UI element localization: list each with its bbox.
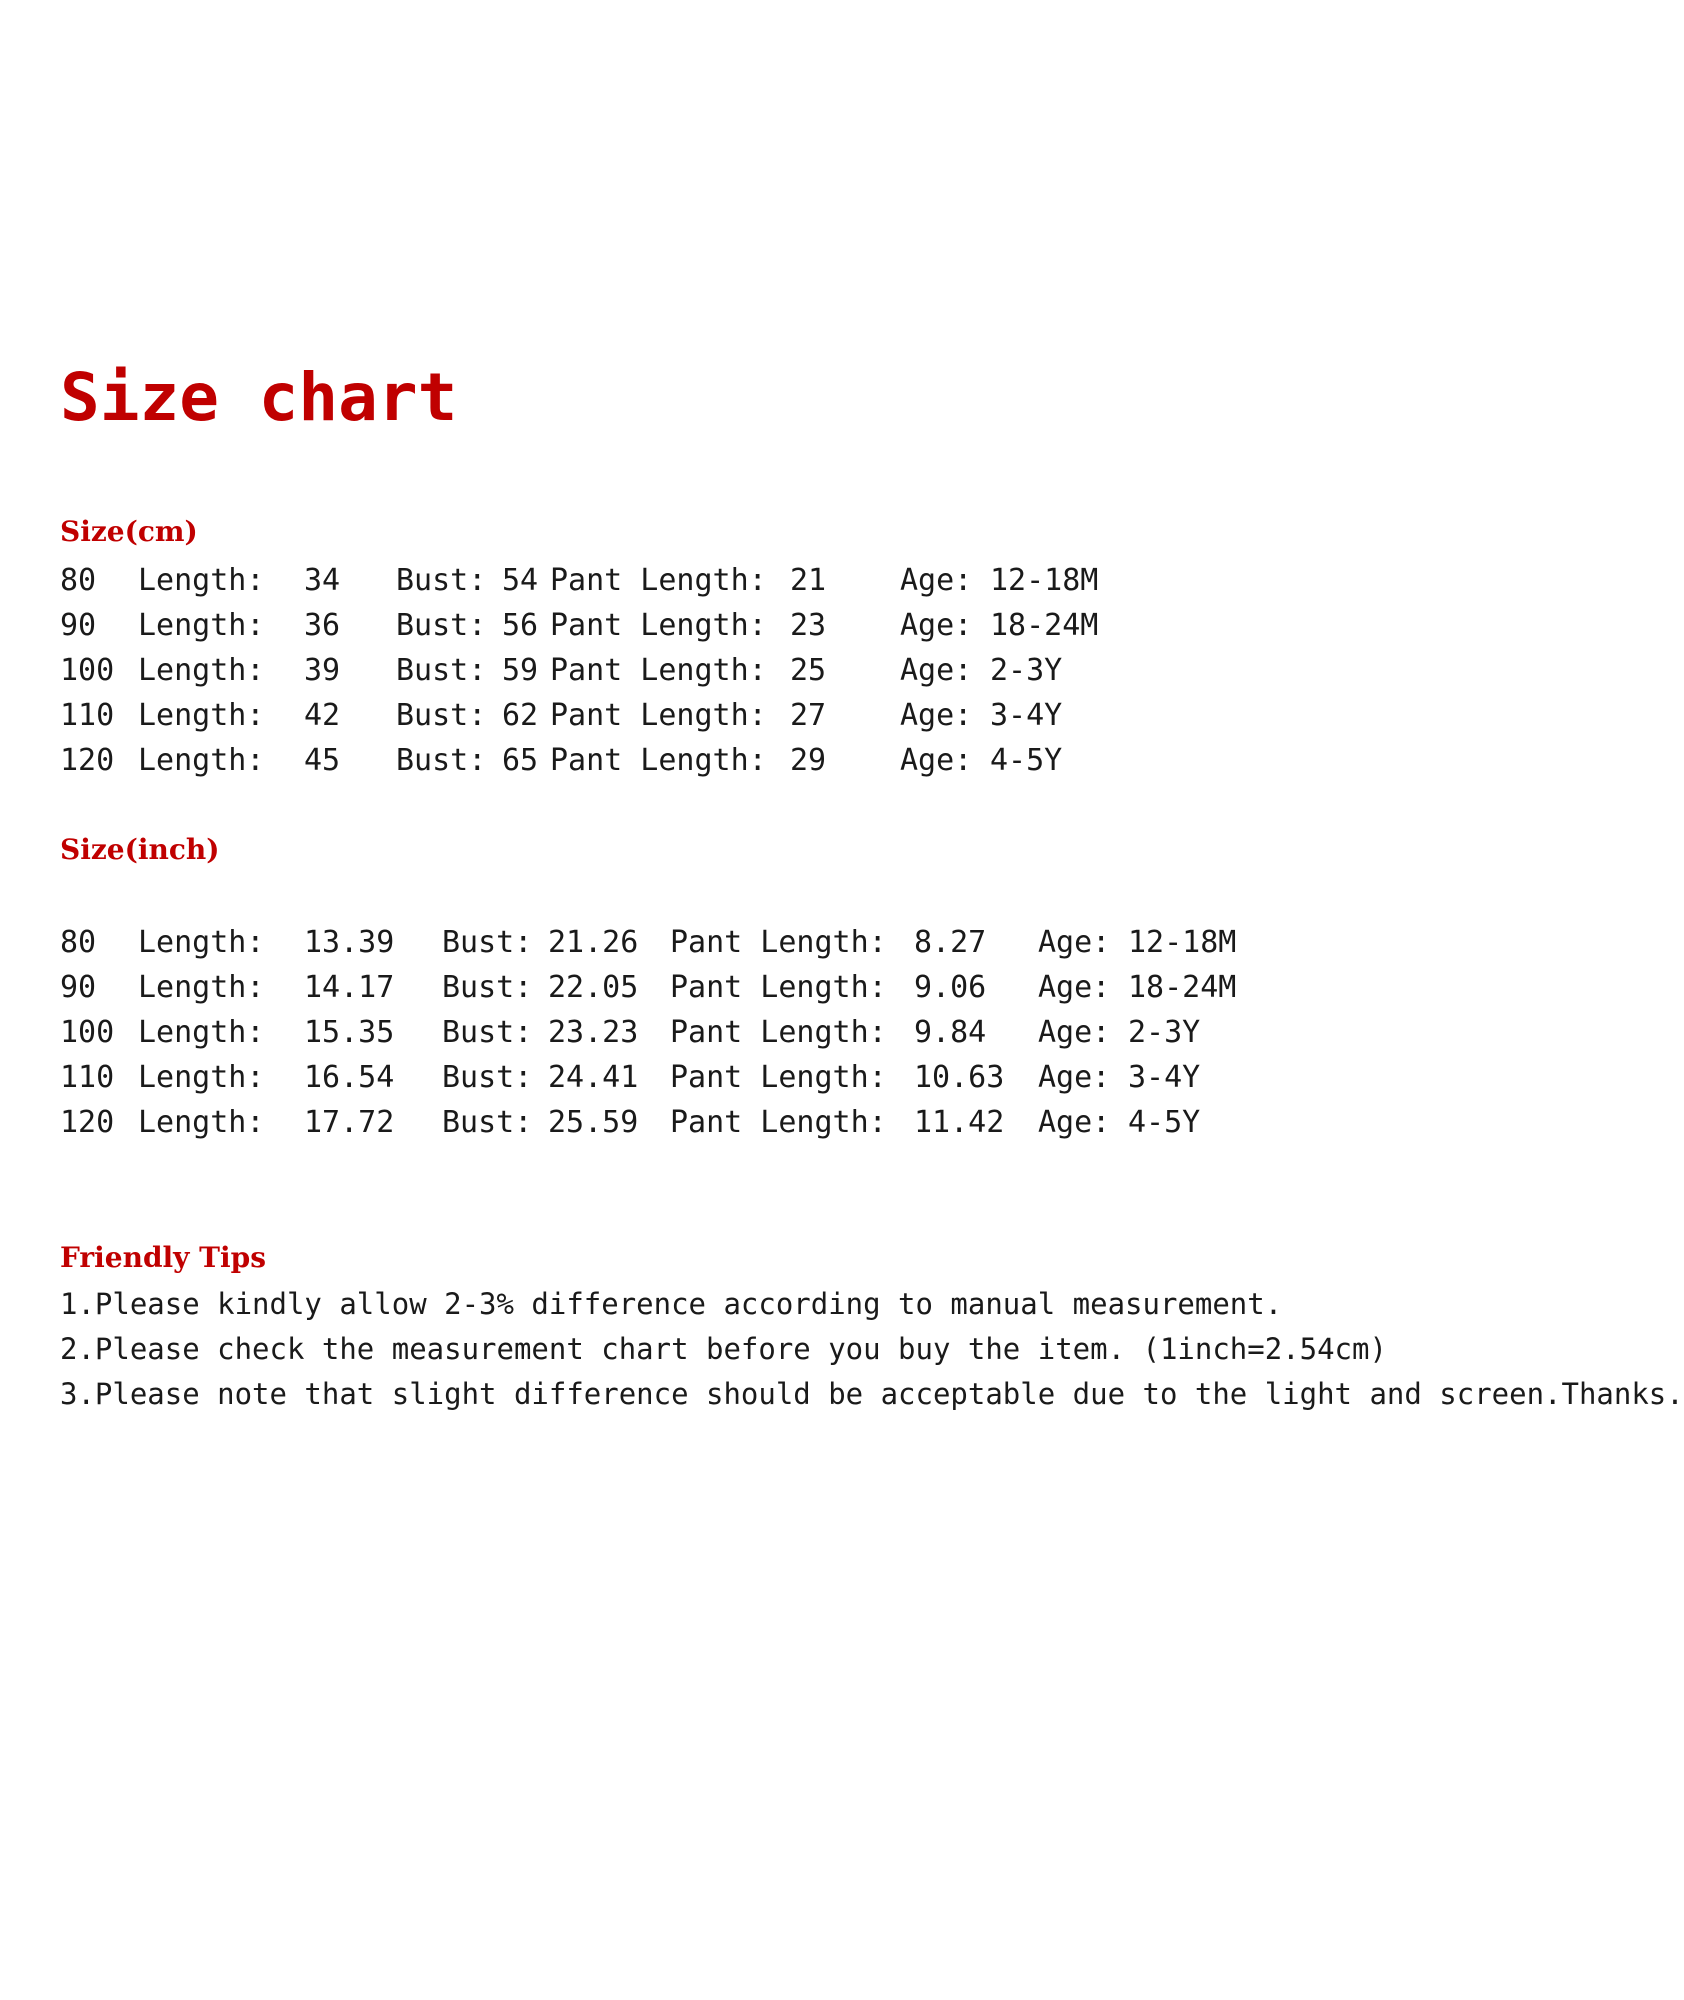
length-value: 34 <box>304 563 341 598</box>
length-value: 45 <box>304 743 341 778</box>
bust-label: Bust: <box>396 698 487 733</box>
bust-label: Bust: <box>442 970 533 1005</box>
length-value: 17.72 <box>304 1105 395 1140</box>
tip-item: 3.Please note that slight difference should be acceptable due to the light and screen.Thanks. <box>60 1377 1684 1411</box>
age-value: 2-3Y <box>990 653 1063 688</box>
pant-length-label: Pant Length: <box>670 1060 887 1095</box>
bust-value: 56 <box>502 608 539 643</box>
age-value: 18-24M <box>990 608 1099 643</box>
size-value: 110 <box>60 698 115 733</box>
length-label: Length: <box>138 608 265 643</box>
age-label: Age: <box>900 743 973 778</box>
pant-length-label: Pant Length: <box>550 743 767 778</box>
bust-label: Bust: <box>442 925 533 960</box>
age-label: Age: <box>900 653 973 688</box>
pant-length-label: Pant Length: <box>670 1105 887 1140</box>
age-value: 18-24M <box>1128 970 1237 1005</box>
pant-length-value: 10.63 <box>914 1060 1005 1095</box>
length-value: 36 <box>304 608 341 643</box>
page-title: Size chart <box>60 359 458 436</box>
tips-heading: Friendly Tips <box>60 1241 266 1274</box>
age-value: 4-5Y <box>1128 1105 1201 1140</box>
bust-value: 62 <box>502 698 539 733</box>
length-label: Length: <box>138 563 265 598</box>
age-label: Age: <box>1038 970 1111 1005</box>
bust-value: 23.23 <box>548 1015 639 1050</box>
pant-length-value: 8.27 <box>914 925 987 960</box>
age-value: 4-5Y <box>990 743 1063 778</box>
pant-length-value: 9.06 <box>914 970 987 1005</box>
size-value: 90 <box>60 608 97 643</box>
size-value: 100 <box>60 653 115 688</box>
pant-length-value: 11.42 <box>914 1105 1005 1140</box>
age-value: 3-4Y <box>1128 1060 1201 1095</box>
age-value: 12-18M <box>990 563 1099 598</box>
age-label: Age: <box>900 563 973 598</box>
tip-item: 1.Please kindly allow 2-3% difference according to manual measurement. <box>60 1287 1283 1321</box>
pant-length-value: 25 <box>790 653 827 688</box>
age-label: Age: <box>1038 1060 1111 1095</box>
length-label: Length: <box>138 1105 265 1140</box>
length-value: 15.35 <box>304 1015 395 1050</box>
tips-list <box>60 1282 1684 1417</box>
age-value: 12-18M <box>1128 925 1237 960</box>
length-value: 14.17 <box>304 970 395 1005</box>
size-value: 100 <box>60 1015 115 1050</box>
bust-value: 59 <box>502 653 539 688</box>
age-label: Age: <box>1038 1105 1111 1140</box>
bust-value: 22.05 <box>548 970 639 1005</box>
bust-value: 65 <box>502 743 539 778</box>
age-label: Age: <box>1038 1015 1111 1050</box>
pant-length-value: 21 <box>790 563 827 598</box>
bust-value: 54 <box>502 563 539 598</box>
bust-label: Bust: <box>396 743 487 778</box>
age-label: Age: <box>900 698 973 733</box>
size-value: 110 <box>60 1060 115 1095</box>
bust-label: Bust: <box>396 563 487 598</box>
age-value: 2-3Y <box>1128 1015 1201 1050</box>
tip-item: 2.Please check the measurement chart before you buy the item. (1inch=2.54cm) <box>60 1332 1387 1366</box>
size-value: 80 <box>60 563 97 598</box>
length-label: Length: <box>138 1060 265 1095</box>
pant-length-value: 29 <box>790 743 827 778</box>
inch-section-heading: Size(inch) <box>60 833 220 866</box>
pant-length-label: Pant Length: <box>550 608 767 643</box>
pant-length-label: Pant Length: <box>550 698 767 733</box>
bust-label: Bust: <box>396 608 487 643</box>
pant-length-value: 9.84 <box>914 1015 987 1050</box>
length-value: 13.39 <box>304 925 395 960</box>
length-label: Length: <box>138 925 265 960</box>
pant-length-label: Pant Length: <box>550 563 767 598</box>
bust-value: 21.26 <box>548 925 639 960</box>
size-value: 120 <box>60 1105 115 1140</box>
pant-length-label: Pant Length: <box>670 925 887 960</box>
length-value: 39 <box>304 653 341 688</box>
bust-label: Bust: <box>396 653 487 688</box>
age-value: 3-4Y <box>990 698 1063 733</box>
pant-length-value: 27 <box>790 698 827 733</box>
length-label: Length: <box>138 970 265 1005</box>
pant-length-value: 23 <box>790 608 827 643</box>
length-value: 42 <box>304 698 341 733</box>
length-label: Length: <box>138 698 265 733</box>
bust-label: Bust: <box>442 1105 533 1140</box>
cm-section-heading: Size(cm) <box>60 515 198 548</box>
size-value: 80 <box>60 925 97 960</box>
length-value: 16.54 <box>304 1060 395 1095</box>
length-label: Length: <box>138 653 265 688</box>
bust-value: 25.59 <box>548 1105 639 1140</box>
length-label: Length: <box>138 1015 265 1050</box>
age-label: Age: <box>1038 925 1111 960</box>
length-label: Length: <box>138 743 265 778</box>
age-label: Age: <box>900 608 973 643</box>
bust-label: Bust: <box>442 1060 533 1095</box>
pant-length-label: Pant Length: <box>670 970 887 1005</box>
bust-value: 24.41 <box>548 1060 639 1095</box>
pant-length-label: Pant Length: <box>670 1015 887 1050</box>
pant-length-label: Pant Length: <box>550 653 767 688</box>
size-value: 90 <box>60 970 97 1005</box>
bust-label: Bust: <box>442 1015 533 1050</box>
size-value: 120 <box>60 743 115 778</box>
